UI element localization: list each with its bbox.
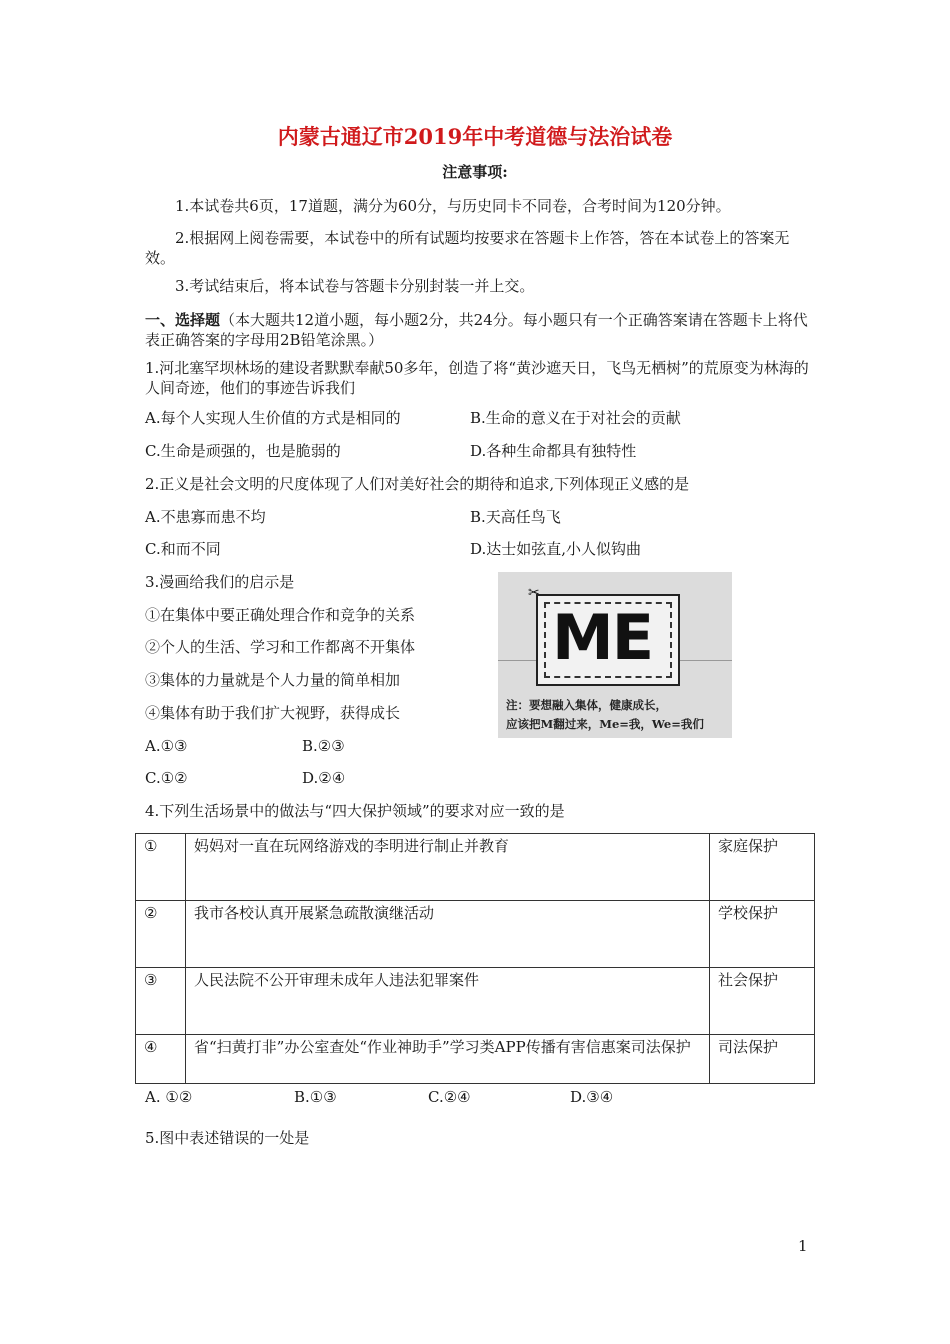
section-1-intro (145, 310, 810, 350)
q4-option-c: C.②④ (428, 1088, 471, 1106)
q5-stem: 5.图中表述错误的一处是 (145, 1129, 310, 1147)
page-number: 1 (798, 1237, 808, 1255)
table-cell-desc: 我市各校认真开展紧急疏散演继活动 (186, 901, 710, 968)
scissors-icon: ✂ (528, 585, 540, 601)
q4-option-d: D.③④ (570, 1088, 614, 1106)
q1-stem: 1.河北塞罕坝林场的建设者默默奉献50多年，创造了将“黄沙遮天日，飞鸟无栖树”的荒原变为林海的人间奇迹，他们的事迹告诉我们 (145, 359, 809, 397)
table-cell-num: ② (136, 901, 186, 968)
q2-option-a: A.不患寡而患不均 (145, 508, 266, 526)
q2-stem: 2.正义是社会文明的尺度体现了人们对美好社会的期待和追求,下列体现正义感的是 (145, 475, 690, 493)
table-cell-num: ③ (136, 968, 186, 1035)
q2-option-c: C.和而不同 (145, 540, 221, 558)
q2-option-d: D.达士如弦直,小人似钩曲 (470, 540, 642, 558)
table-cell-desc: 妈妈对一直在玩网络游戏的李明进行制止并教育 (186, 834, 710, 901)
table-row (136, 834, 815, 901)
table-row (136, 901, 815, 968)
section-1-heading: 一、选择题 (145, 311, 221, 329)
q3-item-1: ①在集体中要正确处理合作和竞争的关系 (145, 606, 416, 624)
q3-option-a: A.①③ (145, 737, 188, 755)
table-row (136, 1035, 815, 1084)
q1-option-c: C.生命是顽强的，也是脆弱的 (145, 442, 341, 460)
q4-option-a: A. ①② (145, 1088, 193, 1106)
q4-table (135, 833, 815, 1084)
table-cell-type: 司法保护 (710, 1035, 815, 1084)
q3-item-4: ④集体有助于我们扩大视野，获得成长 (145, 704, 401, 722)
q3-item-2: ②个人的生活、学习和工作都离不开集体 (145, 638, 416, 656)
table-cell-type: 社会保护 (710, 968, 815, 1035)
notice-heading: 注意事项: (442, 163, 508, 181)
q3-option-c: C.①② (145, 769, 188, 787)
cartoon-me-word: ME (552, 601, 653, 674)
q4-option-b: B.①③ (294, 1088, 337, 1106)
exam-title: 内蒙古通辽市2019年中考道德与法治试卷 (277, 124, 673, 149)
notice-3: 3.考试结束后，将本试卷与答题卡分别封装一并上交。 (175, 277, 535, 295)
q3-stem: 3.漫画给我们的启示是 (145, 573, 295, 591)
section-1-desc: （本大题共12道小题，每小题2分，共24分。每小题只有一个正确答案请在答题卡上将代表正确答案的字母用2B铅笔涂黑。） (145, 311, 808, 349)
notice-2: 2.根据网上阅卷需要，本试卷中的所有试题均按要求在答题卡上作答，答在本试卷上的答案无效。 (145, 229, 790, 267)
q3-option-b: B.②③ (302, 737, 345, 755)
table-cell-num: ④ (136, 1035, 186, 1084)
table-row (136, 968, 815, 1035)
q1-option-a: A.每个人实现人生价值的方式是相同的 (145, 409, 401, 427)
table-cell-type: 家庭保护 (710, 834, 815, 901)
q2-option-b: B.天高任鸟飞 (470, 508, 561, 526)
q1-option-b: B.生命的意义在于对社会的贡献 (470, 409, 681, 427)
q1-option-d: D.各种生命都具有独特性 (470, 442, 637, 460)
q3-option-d: D.②④ (302, 769, 346, 787)
table-cell-num: ① (136, 834, 186, 901)
table-cell-desc: 省“扫黄打非”办公室查处“作业神助手”学习类APP传播有害信惠案司法保护 (186, 1035, 710, 1084)
q4-stem: 4.下列生活场景中的做法与“四大保护领域”的要求对应一致的是 (145, 802, 565, 820)
me-cartoon-image (498, 572, 732, 738)
notice-1: 1.本试卷共6页，17道题，满分为60分，与历史同卡不同卷，合考时间为120分钟。 (175, 197, 731, 215)
cartoon-note (506, 696, 728, 734)
cartoon-note-line-1: 注：要想融入集体，健康成长， (506, 698, 667, 712)
cartoon-note-line-2: 应该把M翻过来，Me=我，We=我们 (506, 717, 704, 731)
q3-item-3: ③集体的力量就是个人力量的简单相加 (145, 671, 401, 689)
table-cell-type: 学校保护 (710, 901, 815, 968)
table-cell-desc: 人民法院不公开审理未成年人违法犯罪案件 (186, 968, 710, 1035)
